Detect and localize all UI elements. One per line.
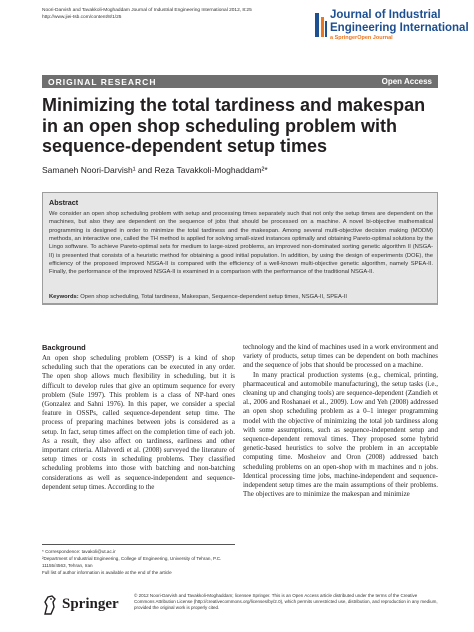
keywords-label: Keywords: bbox=[49, 294, 79, 300]
author-info-note: Full list of author information is available at the end of the article bbox=[42, 570, 172, 575]
journal-mark-icon bbox=[314, 11, 328, 39]
springer-logo[interactable] bbox=[42, 594, 128, 616]
section-label: ORIGINAL RESEARCH bbox=[48, 76, 157, 87]
citation-block bbox=[42, 8, 312, 21]
keywords-line bbox=[42, 291, 438, 304]
author-list: Samaneh Noori-Darvish¹ and Reza Tavakkoli-Moghaddam²* bbox=[42, 165, 268, 175]
springeropen-tagline: a SpringerOpen Journal bbox=[330, 35, 393, 41]
page-header bbox=[42, 8, 469, 58]
open-access-label: Open Access bbox=[381, 77, 432, 86]
article-title: Minimizing the total tardiness and makespan in an open shop scheduling problem with sequence-dependent setup times bbox=[42, 95, 426, 156]
correspondence-note: * Correspondence: tavakoli@ut.ac.ir bbox=[42, 549, 116, 554]
footnotes bbox=[42, 544, 235, 576]
journal-name: Journal of Industrial Engineering International bbox=[330, 9, 469, 34]
keywords-text: Open shop scheduling, Total tardiness, Makespan, Sequence-dependent setup times, NSGA-II, SPEA-II bbox=[80, 294, 347, 300]
abstract-box bbox=[42, 192, 438, 305]
citation-text: Noori-Darvish and Tavakkoli-Moghaddam Journal of Industrial Engineering International 2012, 8:25 bbox=[42, 8, 252, 13]
right-column bbox=[243, 343, 438, 499]
continued-paragraph: technology and the kind of machines used in a work environment and variety of products, setup times can be dependent on both machines and the sequence of jobs that should be processed on a machine. bbox=[243, 343, 438, 370]
section-bar bbox=[42, 75, 438, 88]
background-paragraph: An open shop scheduling problem (OSSP) is a kind of shop scheduling such that the operations can be executed in any order. The open shop allows much flexibility in scheduling, but it is difficult to develop rules that give an optimum sequence for every problem (Sule 1997). This problem is a class of NP-hard ones (Gonzalez and Sahni 1976). In this paper, we consider a special feature in OSSPs, called sequence-dependent setup time. The process of preparing machines between jobs is considered as a setup. In fact, setup times affect on the completion time of each job. As a result, they also affect on tardiness, earliness and other important criteria. Allahverdi et al. (2008) surveyed the literature of setup times or costs in scheduling problems. They classified scheduling problems into those with batching and non-batching considerations as well as sequence-independent and sequence-dependent setup times. According to the bbox=[42, 354, 235, 491]
abstract-heading: Abstract bbox=[49, 198, 79, 207]
springer-wordmark: Springer bbox=[62, 596, 119, 612]
springer-horse-icon bbox=[42, 594, 58, 616]
practical-systems-paragraph: In many practical production systems (e.g., chemical, printing, pharmaceutical and automobile manufacturing), the setup tasks (i.e., cleaning up and changing tools) are sequence-dependent (Zandieh et al., 2006 and Roshanaei et al., 2009). Low and Yeh (2008) addressed an open shop scheduling problem as a 0–1 integer programming model with the objective of minimizing the total job tardiness along with some assumptions, such as sequence-independent setup and sequence-dependent removal times. They proposed some hybrid genetic-based heuristics to solve the problem in an acceptable computing time. Mosheiov and Oron (2008) addressed batch scheduling problems on an open-shop with m machines and n jobs. Identical processing time jobs, machine-independent and sequence-independent setup times are the main assumptions of their problems. The objectives are to minimize the makespan and minimize bbox=[243, 370, 438, 499]
article-url[interactable]: http://www.jiei-tsb.com/content/8/1/25 bbox=[42, 14, 122, 20]
copyright-text: © 2012 Noori-Darvish and Tavakkoli-Moghaddam; licensee Springer. This is an Open Access article distributed under the terms of the Creative Commons Attribution License (http://creativecommons.org/licenses/by/2.0), which permits unrestricted use, distribution, and reproduction in any medium, provided the original work is properly cited. bbox=[134, 593, 438, 611]
affiliation-note: ²Department of Industrial Engineering, College of Engineering, University of Tehran, P.C. 11155/4563, Tehran, Iran bbox=[42, 556, 222, 568]
background-heading: Background bbox=[42, 343, 86, 352]
journal-logo[interactable] bbox=[314, 9, 474, 55]
page-footer bbox=[42, 588, 438, 624]
left-column bbox=[42, 343, 235, 492]
abstract-text: We consider an open shop scheduling problem with setup and processing times separately such that not only the setup times are dependent on the machines, but also they are dependent on the sequence of jobs that should be processed on a machine. A novel bi-objective mathematical programming is designed in order to minimize the total tardiness and the makespan. Among several multi-objective decision making (MODM) methods, an interactive one, called the TH method is applied for solving small-sized instances optimally and obtaining Pareto-optimal solutions by the Lingo software. To achieve Pareto-optimal sets for medium to large-sized problems, an improved non-dominated sorting genetic algorithm II (NSGA-II) is presented that consists of a heuristic method for obtaining a good initial population. In addition, by using the design of experiments (DOE), the efficiency of the proposed improved NSGA-II is compared with the efficiency of a well-known multi-objective genetic algorithm, namely SPEA-II. Finally, the performance of the improved NSGA-II is examined in a comparison with the performance of the traditional NSGA-II. bbox=[49, 211, 433, 276]
